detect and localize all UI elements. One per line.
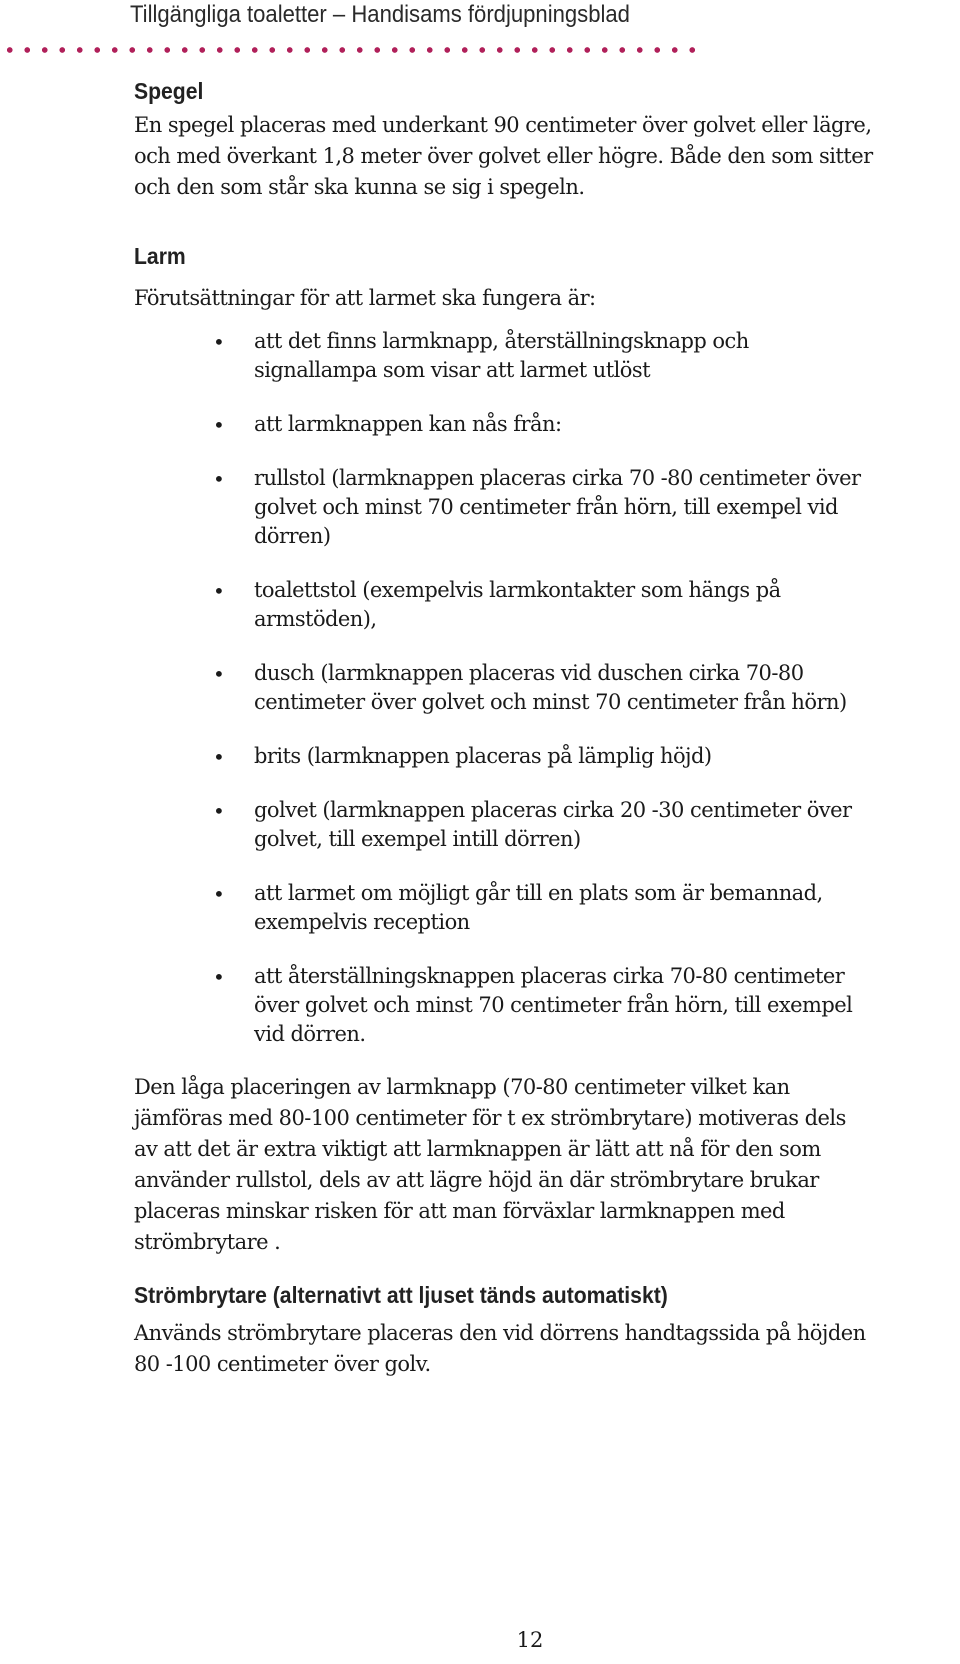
paragraph-spegel <box>134 110 954 203</box>
bullet-icon: • <box>213 745 225 769</box>
bullet-icon: • <box>213 579 225 603</box>
paragraph-larm-placement <box>134 1072 954 1258</box>
list-item <box>134 576 954 634</box>
bullet-icon: • <box>213 882 225 906</box>
paragraph-strombrytare <box>134 1318 954 1380</box>
list-item <box>134 464 954 551</box>
list-item-text-line: att larmet om möjligt går till en plats som är bemannad, <box>254 881 823 905</box>
list-item-text-line: att det finns larmknapp, återställningsknapp och <box>254 329 749 353</box>
section-heading-larm: Larm <box>134 243 186 269</box>
bullet-icon: • <box>213 330 225 354</box>
text-line: 80 -100 centimeter över golv. <box>134 1352 431 1376</box>
list-item <box>134 410 954 439</box>
bullet-icon: • <box>213 662 225 686</box>
text-line: strömbrytare . <box>134 1230 281 1254</box>
text-line: jämföras med 80-100 centimeter för t ex strömbrytare) motiveras dels <box>134 1106 846 1130</box>
list-item-text-line: centimeter över golvet och minst 70 centimeter från hörn) <box>254 690 847 714</box>
list-item-text-line: rullstol (larmknappen placeras cirka 70 -80 centimeter över <box>254 466 861 490</box>
list-item-text-line: över golvet och minst 70 centimeter från hörn, till exempel <box>254 993 853 1017</box>
list-item <box>134 659 954 717</box>
list-item <box>134 879 954 937</box>
list-item-text-line: dusch (larmknappen placeras vid duschen cirka 70-80 <box>254 661 804 685</box>
list-item-text-line: att larmknappen kan nås från: <box>254 412 562 436</box>
bullet-icon: • <box>213 965 225 989</box>
list-item-text-line: toalettstol (exempelvis larmkontakter som hängs på <box>254 578 781 602</box>
list-item-text-line: signallampa som visar att larmet utlöst <box>254 358 650 382</box>
list-item-text-line: golvet, till exempel intill dörren) <box>254 827 581 851</box>
dotted-divider <box>0 46 700 54</box>
list-item-text-line: att återställningsknappen placeras cirka 70-80 centimeter <box>254 964 845 988</box>
text-line: Används strömbrytare placeras den vid dörrens handtagssida på höjden <box>134 1321 866 1345</box>
list-item <box>134 962 954 1049</box>
list-item-text-line: vid dörren. <box>254 1022 366 1046</box>
list-item-text-line: armstöden), <box>254 607 377 631</box>
header-title: Tillgängliga toaletter – Handisams fördjupningsblad <box>130 1 630 28</box>
bullet-icon: • <box>213 467 225 491</box>
bullet-icon: • <box>213 413 225 437</box>
list-item <box>134 742 954 771</box>
document-body <box>134 76 954 1380</box>
list-item-text-line: dörren) <box>254 524 331 548</box>
section-heading-spegel: Spegel <box>134 78 204 104</box>
text-line: använder rullstol, dels av att lägre höjd än där strömbrytare brukar <box>134 1168 819 1192</box>
list-item-text-line: brits (larmknappen placeras på lämplig höjd) <box>254 744 712 768</box>
list-item <box>134 327 954 385</box>
larm-requirements-list <box>134 327 954 1049</box>
text-line: placeras minskar risken för att man förväxlar larmknappen med <box>134 1199 785 1223</box>
text-line: av att det är extra viktigt att larmknappen är lätt att nå för den som <box>134 1137 821 1161</box>
paragraph-larm-intro: Förutsättningar för att larmet ska fungera är: <box>134 286 596 310</box>
list-item-text-line: exempelvis reception <box>254 910 470 934</box>
list-item-text-line: golvet (larmknappen placeras cirka 20 -30 centimeter över <box>254 798 852 822</box>
list-item <box>134 796 954 854</box>
page-number: 12 <box>516 1628 544 1652</box>
section-heading-strombrytare: Strömbrytare (alternativt att ljuset tänds automatiskt) <box>134 1282 668 1308</box>
text-line: En spegel placeras med underkant 90 centimeter över golvet eller lägre, <box>134 113 872 137</box>
bullet-icon: • <box>213 799 225 823</box>
text-line: och med överkant 1,8 meter över golvet eller högre. Både den som sitter <box>134 144 873 168</box>
list-item-text-line: golvet och minst 70 centimeter från hörn, till exempel vid <box>254 495 838 519</box>
text-line: Den låga placeringen av larmknapp (70-80 centimeter vilket kan <box>134 1075 790 1099</box>
text-line: och den som står ska kunna se sig i spegeln. <box>134 175 585 199</box>
